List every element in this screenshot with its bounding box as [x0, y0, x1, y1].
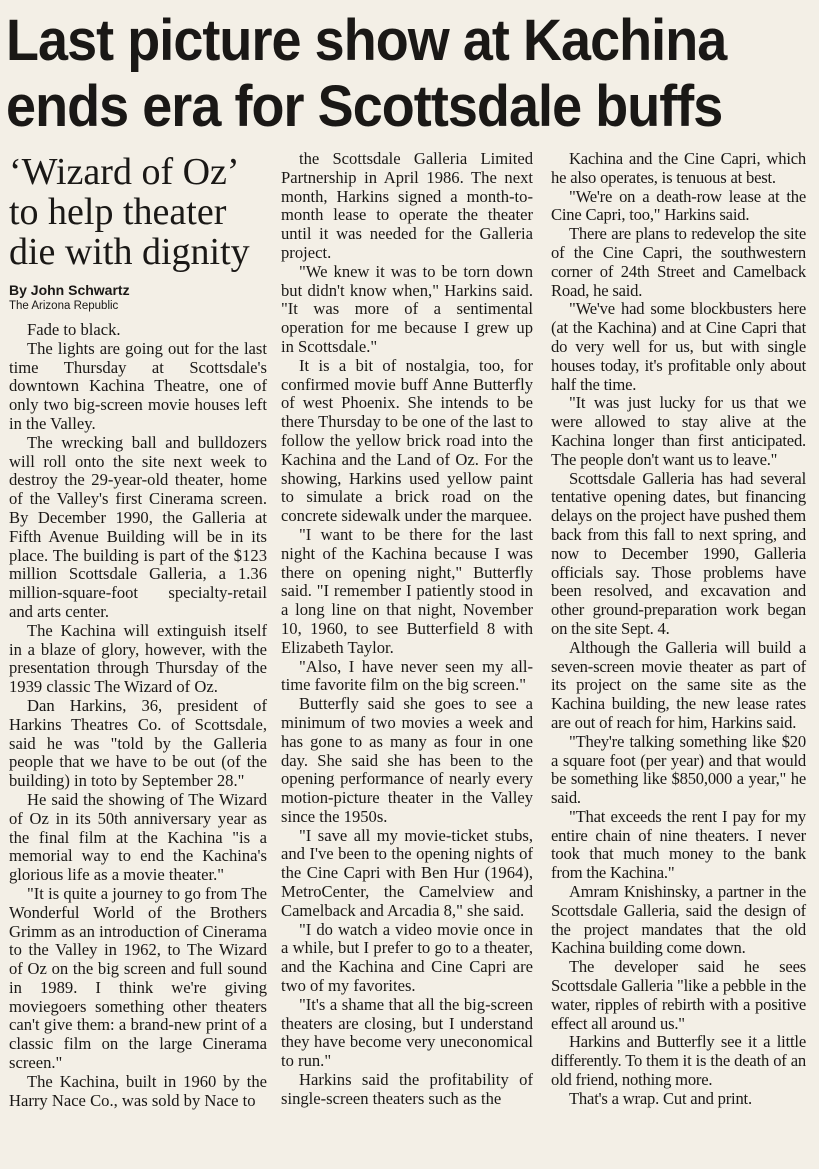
- headline-line-1: Last picture show at Kachina: [6, 8, 727, 73]
- paragraph: Fade to black.: [27, 320, 121, 339]
- deck-line-3: die with dignity: [9, 231, 250, 273]
- paragraph: The developer said he sees Scottsdale Galleria "like a pebble in the water, ripples of rebirth with a positive effect all around us.": [551, 957, 806, 1033]
- paragraph: "We knew it was to be torn down but didn't know when," Harkins said. "It was more of a sentimental operation for me because I grew up in Scottsdale.": [281, 261, 533, 356]
- paragraph: "It's a shame that all the big-screen theaters are closing, but I understand they have become very uneconomical to run.": [281, 994, 533, 1071]
- article-column-3: [551, 150, 806, 1109]
- paragraph: "I want to be there for the last night of the Kachina because I was there on opening night," Butterfly said. "I remember I patiently stood in a long line on that night, November 10, 1960, to see Butterfield 8 with Elizabeth Taylor.: [281, 524, 533, 657]
- publication-credit: The Arizona Republic: [9, 300, 119, 312]
- paragraph: The lights are going out for the last time Thursday at Scottsdale's downtown Kachina Theatre, one of only two big-screen movie houses left in the Valley.: [9, 338, 267, 433]
- paragraph: "I do watch a video movie once in a while, but I prefer to go to a theater, and the Kachina and Cine Capri are two of my favorites.: [281, 919, 533, 996]
- paragraph: "We're on a death-row lease at the Cine Capri, too," Harkins said.: [551, 186, 806, 225]
- deck-line-2: to help theater: [9, 191, 227, 233]
- paragraph: "It is quite a journey to go from The Wonderful World of the Brothers Grimm as an introduction of Cinerama to the Valley in 1962, to The Wizard of Oz on the big screen and full sound in 1989. I think we're giving moviegoers something other theaters can't give them: a brand-new print of a classic film on the large Cinerama screen.": [9, 883, 267, 1073]
- paragraph: Dan Harkins, 36, president of Harkins Theatres Co. of Scottsdale, said he was "told by the Galleria people that we have to be out (of the building) in toto by September 28.": [9, 695, 267, 791]
- paragraph: "It was just lucky for us that we were allowed to stay alive at the Kachina longer than first anticipated. The people don't want us to leave.": [551, 393, 806, 469]
- article-column-1: [9, 152, 267, 1110]
- paragraph: Butterfly said she goes to see a minimum of two movies a week and has gone to as many as four in one day. She said she has been to the opening performance of nearly every motion-picture theater in the Valley since the 1950s.: [281, 694, 533, 826]
- headline: [6, 8, 750, 140]
- paragraph: Kachina and the Cine Capri, which he also operates, is tenuous at best.: [551, 149, 806, 187]
- paragraph: "They're talking something like $20 a square foot (per year) and that would be something like $850,000 a year," he said.: [551, 731, 806, 808]
- paragraph: That's a wrap. Cut and print.: [569, 1088, 752, 1108]
- paragraph: Amram Knishinsky, a partner in the Scottsdale Galleria, said the design of the project mandates that the old Kachina building come down.: [551, 882, 806, 958]
- paragraph: "We've had some blockbusters here (at the Kachina) and at Cine Capri that do very well for us, but with single houses today, it's profitable only about half the time.: [551, 299, 806, 394]
- paragraph: "Also, I have never seen my all-time favorite film on the big screen.": [281, 656, 533, 695]
- paragraph: He said the showing of The Wizard of Oz in its 50th anniversary year as the final film at the Kachina "is a memorial way to end the Kachina's glorious life as a movie theater.": [9, 789, 267, 885]
- paragraph: Scottsdale Galleria has had several tentative opening dates, but financing delays on the project have pushed them back from this fall to next spring, and now to December 1990, Galleria officials say. Those problems have been resolved, and excavation and other ground-preparation work began on the site Sept. 4.: [551, 468, 806, 638]
- byline: By John Schwartz: [9, 282, 130, 298]
- paragraph: The wrecking ball and bulldozers will roll onto the site next week to destroy the 29-year-old theater, home of the Valley's first Cinerama screen. By December 1990, the Galleria at Fifth Avenue Building will be in its place. The building is part of the $123 million Scottsdale Galleria, a 1.36 million-square-foot specialty-retail and arts center.: [9, 432, 267, 621]
- article-column-2: [281, 150, 533, 1109]
- paragraph: the Scottsdale Galleria Limited Partnership in April 1986. The next month, Harkins signed a month-to-month lease to operate the theater until it was needed for the Galleria project.: [281, 149, 533, 262]
- paragraph: It is a bit of nostalgia, too, for confirmed movie buff Anne Butterfly of west Phoenix. She intends to be there Thursday to be one of the last to follow the yellow brick road into the Kachina and the Land of Oz. For the showing, Harkins used yellow paint to simulate a brick road on the concrete sidewalk under the marquee.: [281, 355, 533, 526]
- headline-line-2: ends era for Scottsdale buffs: [6, 74, 723, 139]
- paragraph: The Kachina, built in 1960 by the Harry Nace Co., was sold by Nace to: [9, 1071, 267, 1110]
- paragraph: "That exceeds the rent I pay for my entire chain of nine theaters. I never took that much money to the bank from the Kachina.": [551, 806, 806, 883]
- paragraph: Although the Galleria will build a seven-screen movie theater as part of its project on the same site as the Kachina building, the new lease rates are out of reach for him, Harkins said.: [551, 637, 806, 732]
- paragraph: Harkins said the profitability of single-screen theaters such as the: [281, 1070, 533, 1108]
- deck-line-1: ‘Wizard of Oz’: [9, 151, 240, 193]
- paragraph: "I save all my movie-ticket stubs, and I've been to the opening nights of the Cine Capri with Ben Hur (1964), MetroCenter, the Camelview and Camelback and Arcadia 8," she said.: [281, 825, 533, 920]
- paragraph: There are plans to redevelop the site of the Cine Capri, the southwestern corner of 24th Street and Camelback Road, he said.: [551, 224, 806, 300]
- paragraph: Harkins and Butterfly see it a little differently. To them it is the death of an old friend, nothing more.: [551, 1032, 806, 1090]
- paragraph: The Kachina will extinguish itself in a blaze of glory, however, with the presentation through Thursday of the 1939 classic The Wizard of Oz.: [9, 620, 267, 697]
- deck-headline: [9, 152, 267, 272]
